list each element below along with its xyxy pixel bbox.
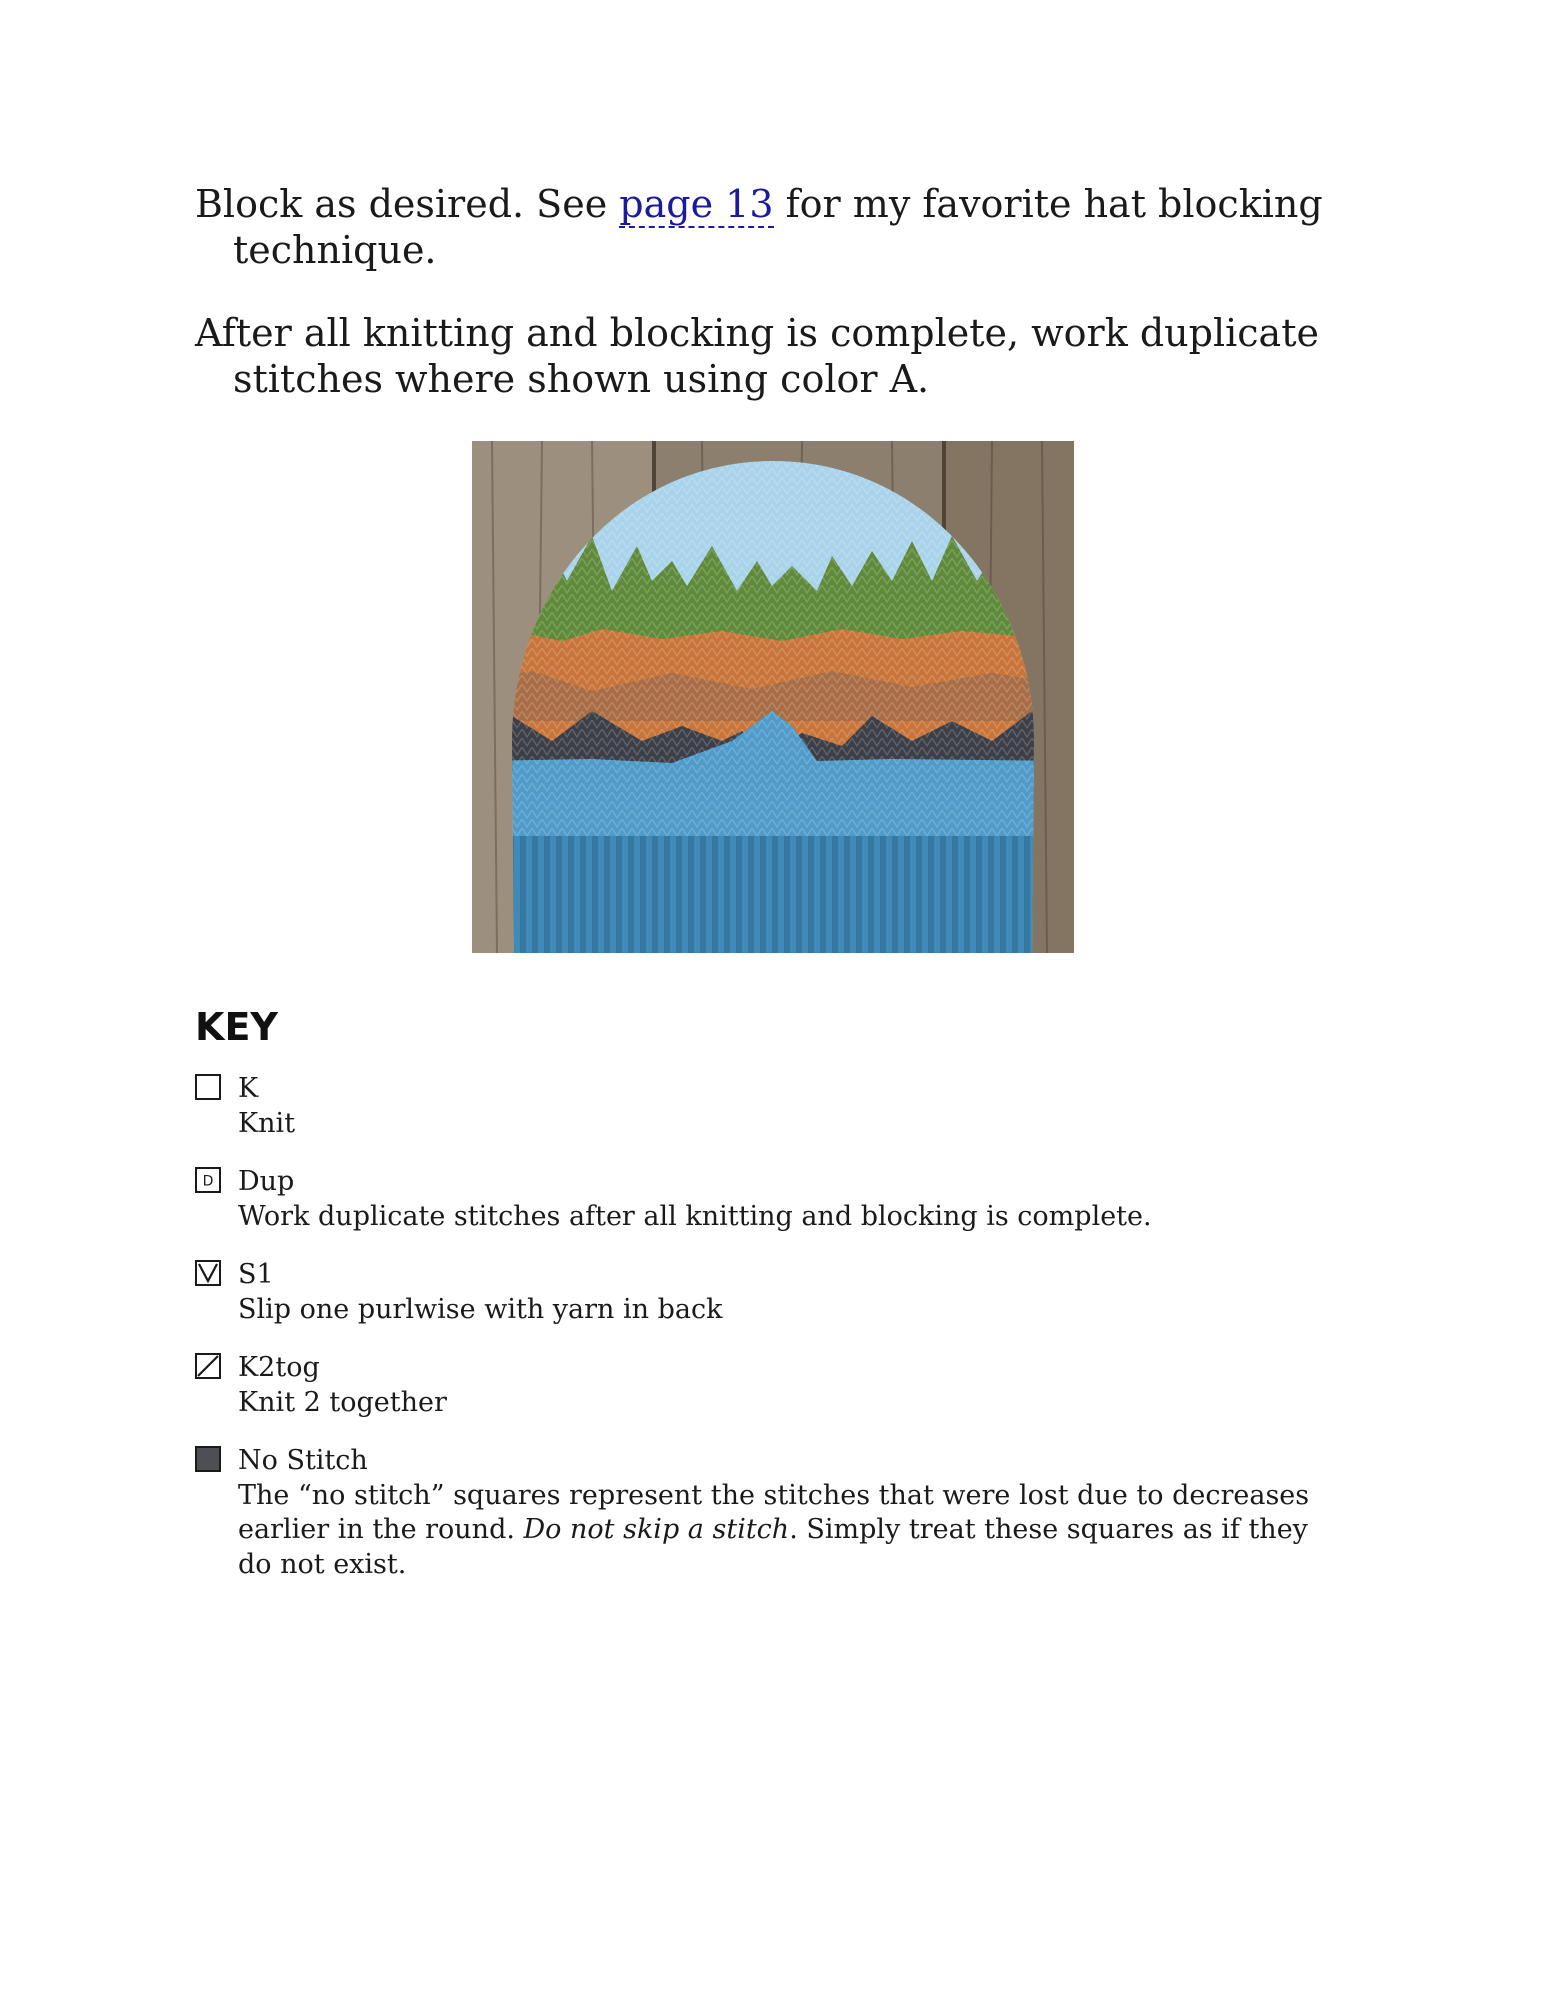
key-heading: KEY (195, 1005, 278, 1049)
key-desc: Knit (238, 1107, 296, 1139)
key-abbr: K (238, 1073, 259, 1104)
empty-square-icon (195, 1074, 221, 1100)
key-abbr: S1 (238, 1259, 274, 1290)
key-desc: Work duplicate stitches after all knitting and blocking is complete. (238, 1200, 1152, 1232)
no-stitch-desc-end: . Simply treat these squares as if they do not exist. (238, 1514, 1308, 1580)
blocking-paragraph (195, 181, 1393, 273)
blocking-text-end: for my favorite hat blocking technique. (233, 182, 1323, 272)
d-glyph: D (202, 1173, 214, 1190)
page-13-link[interactable]: page 13 (619, 182, 774, 226)
slash-square-icon (195, 1353, 221, 1379)
key-desc: Slip one purlwise with yarn in back (238, 1293, 723, 1325)
key-desc: Knit 2 together (238, 1386, 447, 1418)
blocking-text-start: Block as desired. See (195, 182, 620, 226)
hat-photo (472, 441, 1074, 953)
filled-square-icon (195, 1446, 221, 1472)
no-stitch-desc-start: The “no stitch” squares represent the stitches that were lost due to decreases earlier in the round. (238, 1479, 1310, 1545)
duplicate-stitch-paragraph: After all knitting and blocking is complete, work duplicate stitches where shown using color A. (195, 311, 1319, 401)
no-stitch-emphasis: Do not skip a stitch (523, 1514, 790, 1545)
v-square-icon (195, 1260, 221, 1286)
key-abbr: Dup (238, 1166, 295, 1197)
d-square-icon (195, 1167, 221, 1193)
key-desc (238, 1479, 1315, 1583)
key-abbr: No Stitch (238, 1445, 368, 1476)
key-abbr: K2tog (238, 1352, 320, 1383)
